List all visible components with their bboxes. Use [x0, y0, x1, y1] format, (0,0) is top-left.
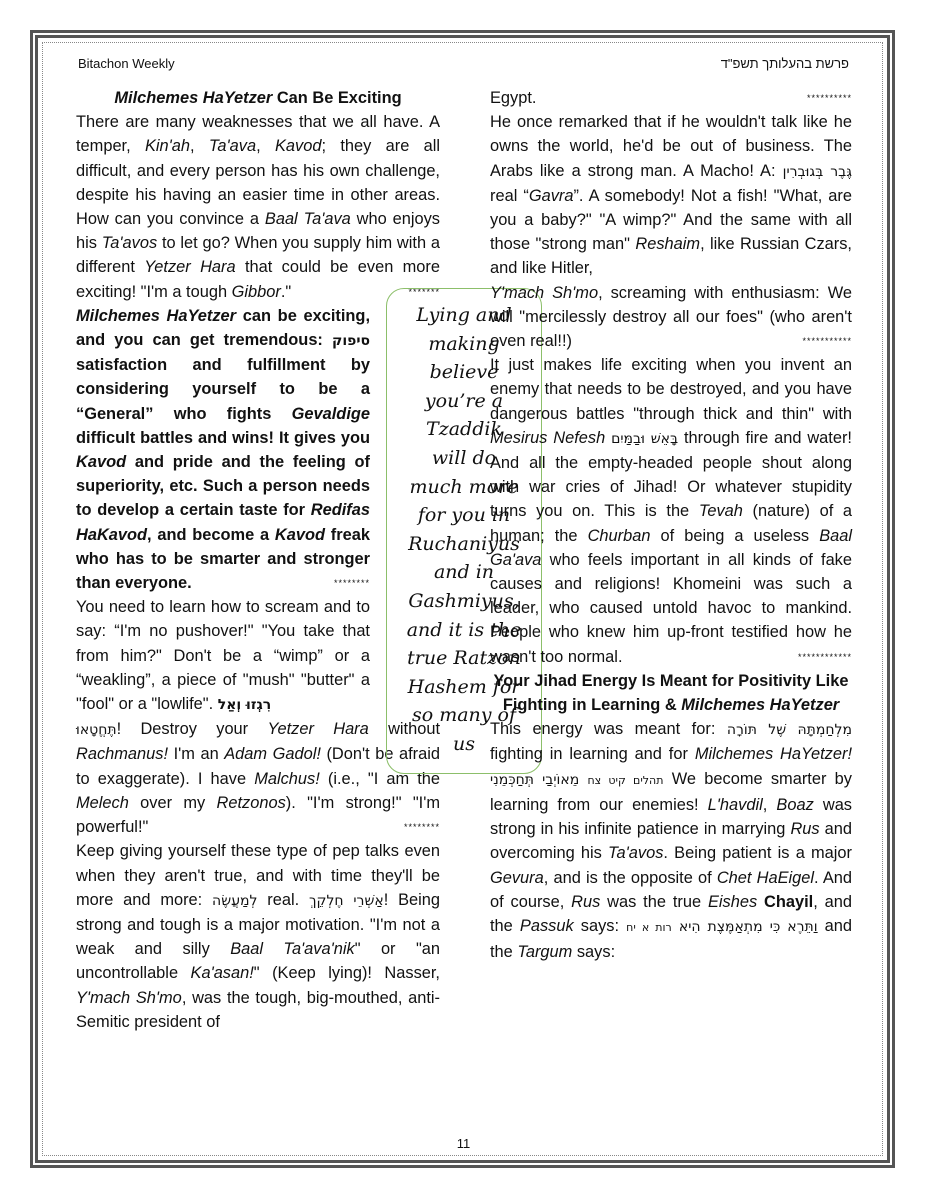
paragraph: This energy was meant for: מִלְחַמְתָּהּ שֶׁל תּוֹרָה fighting in learning and for Milchemes HaYetzer! תהלים קיט צח מֵאוֹיְבַי תְּחַכְּמֵנִי We become smarter by learning from our enemies! L'havdil, Boaz was strong in his infinite patience in marrying Rus and overcoming his Ta'avos. Being patient is a major Gevura, and is the opposite of Chet HaEigel. And of course, Rus was the true Eishes Chayil, and the Passuk says: וַתֵּרֶא כִּי מִתְאַמֶּצֶת הִיא רות א יח and the Targum says: [490, 720, 853, 962]
paragraph: There are many weaknesses that we all have. A temper, Kin'ah, Ta'ava, Kavod; they are all difficult, and every person has his own challenge, despite his having an easier time in other areas. How can you convince a Baal Ta'ava who enjoys his Ta'avos to let go? When you supply him with a different Yetzer Hara that could be even more exciting! "I'm a tough Gibbor." ******* [76, 110, 440, 304]
right-column [490, 86, 852, 964]
bold-paragraph: Milchemes HaYetzer can be exciting, and you can get tremendous: סיפוק satisfaction and fulfillment by considering yourself to be a “General” who fights Gevaldige difficult battles and wins! It gives you Kavod and pride and the feeling of superiority, etc. Such a person needs to develop a certain taste for Redifas HaKavod, and become a Kavod freak who has to be smarter and stronger than everyone. ******** [76, 304, 370, 595]
page-number: 11 [456, 1136, 471, 1151]
paragraph: It just makes life exciting when you invent an enemy that needs to be destroyed, and you have dangerous battles "through thick and thin" with Mesirus Nefesh בָּאֵשׁ וּבַמַּיִם through fire and water! And all the empty-headed people shout along with war cries of Jihad! Or whatever stupidity turns you on. This is the Tevah (nature) of a human; the Churban of being a useless Baal Ga'ava who feels important in all kinds of fake causes and religions! Khomeini was such a leader, who caused untold havoc to mankind. People who knew him up-front testified how he wasn't too normal. ************ [490, 353, 852, 669]
section-divider: *********** [802, 336, 852, 347]
section-divider: ********** [806, 93, 852, 103]
paragraph: תֶּחֱטָאוּ! Destroy your Yetzer Hara without Rachmanus! I'm an Adam Gadol! (Don't be afraid to exaggerate). I have Malchus! (i.e., "I am the Melech over my Retzonos). "I'm strong!" "I'm powerful!" ******** [76, 717, 440, 839]
paragraph: He once remarked that if he wouldn't talk like he owns the world, he'd be out of business. The Arabs like a strong man. A Macho! A: גֶּבֶר בְּגוּבְרִין real “Gavra”. A somebody! Not a fish! "What, are you a baby?" "A wimp?" And the same with all those "strong man" Reshaim, like Russian Czars, and like Hitler, [490, 113, 853, 278]
section-divider: ******** [333, 578, 370, 589]
paragraph: You need to learn how to scream and to say: “I'm no pushover!" "You take that from him?" Don't be a “wimp” or a “weakling”, a piece of "mush" "butter" a "fool" or a "lowlife". רִגְזוּ וְאַל [76, 598, 370, 714]
article-title: Milchemes HaYetzer Can Be Exciting [114, 89, 402, 107]
parsha-header: פרשת בהעלותך תשפ"ד [720, 56, 849, 71]
section-divider: ************ [797, 651, 852, 662]
section-divider: ******* [408, 286, 440, 297]
section-divider: ******** [403, 822, 440, 833]
paragraph: Y'mach Sh'mo, screaming with enthusiasm: We will "mercilessly destroy all our foes" (who aren't even real!!) *********** [490, 281, 852, 354]
pull-quote: Lying and making believe you’re a Tzaddik will do much more for you in Ruchaniyus and in Gashmiyus, and it is the true Ratzon Hashem for so many of us [386, 288, 542, 774]
section-heading: Your Jihad Energy Is Meant for Positivity Like Fighting in Learning & Milchemes HaYetzer [493, 671, 849, 715]
paragraph: Keep giving yourself these type of pep talks even when they aren't true, and with time they'll be more and more: לְמַעֲשֶׂה real. אַשְׁרֵי חֶלְקֵךְ ! Being strong and tough is a major motivation. "I'm not a weak and silly Baal Ta'ava'nik" or "an uncontrollable Ka'asan!" (Keep lying)! Nasser, Y'mach Sh'mo, was the tough, big-mouthed, anti-Semitic president of [76, 842, 441, 1031]
paragraph: Egypt. ********** [490, 86, 852, 110]
newsletter-name: Bitachon Weekly [78, 56, 175, 71]
